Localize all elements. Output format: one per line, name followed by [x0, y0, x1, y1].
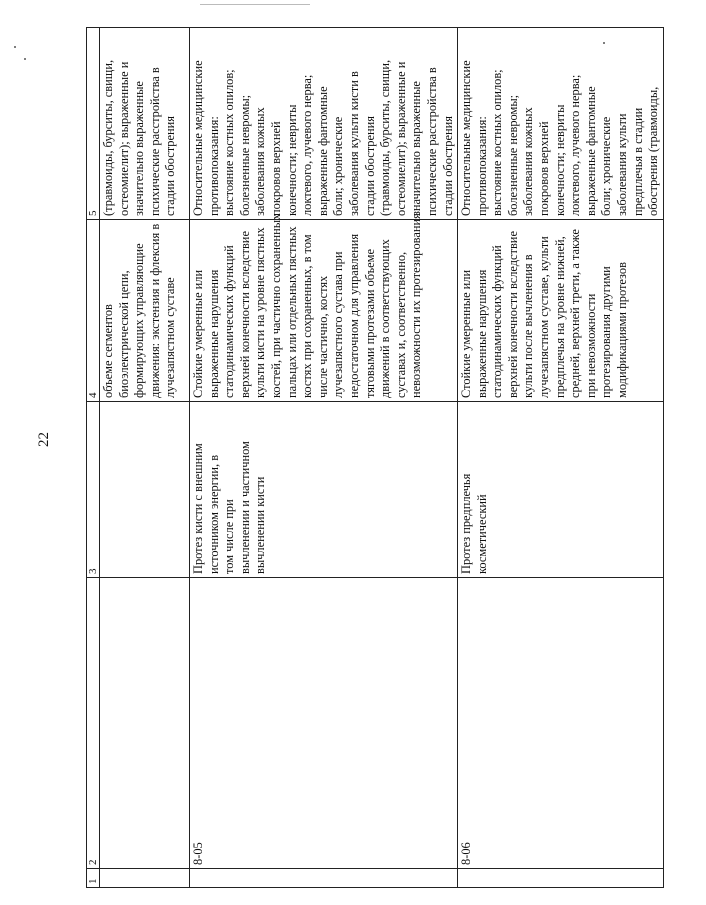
- cell-text-line: Относительные медицинские: [459, 60, 474, 216]
- cell-text-line: Протез кисти с внешним: [191, 443, 205, 574]
- cell-text-line: лучезапястного сустава при: [331, 251, 346, 398]
- cell-text-line: остеомиелит); выраженные и: [393, 61, 408, 216]
- cell-text-line: болезненные невромы;: [237, 94, 252, 216]
- cell-text-line: костей, при частично сохраненных: [268, 213, 283, 398]
- cell-text-line: противопоказания:: [206, 116, 221, 216]
- cell-text-line: конечности; невриты: [284, 104, 299, 216]
- cell-text-line: лучезапястном суставе: [163, 277, 178, 398]
- cell-text-line: косметический: [474, 494, 489, 574]
- cell-text-line: конечности; невриты: [552, 104, 567, 216]
- cell-text-line: выстояние костных опилов;: [490, 69, 505, 216]
- cell-text-line: покровов верхней: [537, 121, 552, 216]
- code-cell: 8-05: [190, 578, 458, 869]
- cell-text-line: верхней конечности вследствие: [505, 231, 520, 398]
- cell-text-line: культи кисти на уровне пястных: [253, 227, 268, 398]
- cell-text-line: протезирования другими: [599, 266, 614, 398]
- cell-text-line: вычленении и частичном: [237, 441, 252, 574]
- cell-text-line: Стойкие умеренные или: [191, 269, 205, 398]
- page-number: 22: [36, 432, 52, 447]
- product-name-cell: [458, 402, 664, 578]
- cell-text-line: обострения (травмоиды,: [646, 86, 661, 216]
- contraindications-cell: [190, 28, 458, 220]
- cell-text-line: предплечья в стадии: [630, 107, 645, 216]
- table-row: [100, 28, 190, 888]
- table-row: [458, 28, 664, 888]
- cell-text-line: движения: экстензия и флексия в: [147, 223, 162, 398]
- header-cell: 3: [87, 402, 100, 578]
- header-cell: 1: [87, 869, 100, 888]
- contraindications-cell: [100, 28, 190, 220]
- header-cell: 4: [87, 220, 100, 402]
- header-row: [87, 28, 100, 888]
- cell-text-line: стадии обострения: [163, 116, 178, 216]
- cell-text-line: тяговыми протезами объеме: [362, 249, 377, 398]
- cell-text-line: верхней конечности вследствие: [237, 231, 252, 398]
- cell-text-line: статодинамических функций: [222, 245, 237, 398]
- table-row: [190, 28, 458, 888]
- cell-text-line: предплечья на уровне нижней,: [552, 236, 567, 398]
- rotated-page: [66, 0, 706, 888]
- cell-text-line: выраженные фантомные: [315, 86, 330, 216]
- cell-text-line: локтевого, лучевого нерва;: [300, 74, 315, 216]
- cell-text-line: суставах и, соответственно,: [393, 251, 408, 398]
- cell-text-line: средней, верхней трети, а также: [568, 229, 583, 398]
- cell-text-line: культи после вычленения в: [521, 254, 536, 398]
- cell-text-line: Относительные медицинские: [191, 60, 205, 216]
- cell-text-line: локтевого, лучевого нерва;: [568, 74, 583, 216]
- header-cell: 2: [87, 578, 100, 869]
- cell-text-line: значительно выраженные: [409, 81, 424, 216]
- cell-text-line: движений в соответствующих: [378, 239, 393, 398]
- header-cell: 5: [87, 28, 100, 220]
- contraindications-cell: [458, 28, 664, 220]
- indications-cell: [458, 220, 664, 402]
- cell-text-line: стадии обострения: [440, 116, 455, 216]
- cell-text-line: боли; хронические: [331, 116, 346, 216]
- cell-text-line: (травмоиды, бурситы, свищи,: [378, 59, 393, 216]
- table-cell: [458, 869, 664, 888]
- cell-text-line: болезненные невромы;: [505, 94, 520, 216]
- code-cell: 8-06: [458, 578, 664, 869]
- cell-text-line: выраженные нарушения: [474, 269, 489, 398]
- cell-text-line: выраженные фантомные: [583, 86, 598, 216]
- cell-text-line: невозможности их протезирования: [409, 213, 424, 398]
- indications-cell: [100, 220, 190, 402]
- cell-text-line: формирующих управляющие: [132, 243, 147, 398]
- table-cell: [100, 402, 190, 578]
- cell-text-line: выраженные нарушения: [206, 269, 221, 398]
- cell-text-line: том числе при: [222, 499, 237, 574]
- cell-text-line: остеомиелит); выраженные и: [116, 61, 131, 216]
- cell-text-line: психические расстройства в: [147, 67, 162, 216]
- cell-text-line: Стойкие умеренные или: [459, 269, 474, 398]
- prosthesis-table: [86, 27, 664, 888]
- cell-text-line: (травмоиды, бурситы, свищи,: [101, 59, 115, 216]
- cell-text-line: недостаточном для управления: [346, 233, 361, 398]
- cell-text-line: противопоказания:: [474, 116, 489, 216]
- cell-text-line: статодинамических функций: [490, 245, 505, 398]
- cell-text-line: выстояние костных опилов;: [222, 69, 237, 216]
- scan-artifact-dot: [14, 46, 16, 48]
- table-cell: [190, 869, 458, 888]
- cell-text-line: стадии обострения: [362, 116, 377, 216]
- product-name-cell: [190, 402, 458, 578]
- cell-text-line: покровов верхней: [268, 121, 283, 216]
- cell-text-line: вычленении кисти: [253, 476, 268, 574]
- cell-text-line: пальцах или отдельных пястных: [284, 226, 299, 398]
- cell-text-line: заболевания кожных: [253, 107, 268, 216]
- table-cell: [100, 578, 190, 869]
- cell-text-line: лучезапястном суставе, культи: [537, 236, 552, 398]
- cell-text-line: Протез предплечья: [459, 473, 474, 574]
- cell-text-line: при невозможности: [583, 293, 598, 398]
- cell-text-line: объеме сегментов: [101, 304, 115, 398]
- cell-text-line: заболевания культи: [615, 113, 630, 216]
- cell-text-line: костях при сохраненных, в том: [300, 234, 315, 398]
- table-cell: [100, 869, 190, 888]
- cell-text-line: источником энергии, в: [206, 454, 221, 574]
- cell-text-line: значительно выраженные: [132, 81, 147, 216]
- indications-cell: [190, 213, 458, 402]
- cell-text-line: биоэлектрической цепи,: [116, 270, 131, 398]
- cell-text-line: числе частично, костях: [315, 275, 330, 398]
- cell-text-line: модификациями протезов: [615, 262, 630, 398]
- cell-text-line: заболевания кожных: [521, 107, 536, 216]
- scan-artifact-dot: [24, 58, 26, 60]
- cell-text-line: боли; хронические: [599, 116, 614, 216]
- cell-text-line: заболевания культи кисти в: [346, 71, 361, 216]
- cell-text-line: психические расстройства в: [424, 67, 439, 216]
